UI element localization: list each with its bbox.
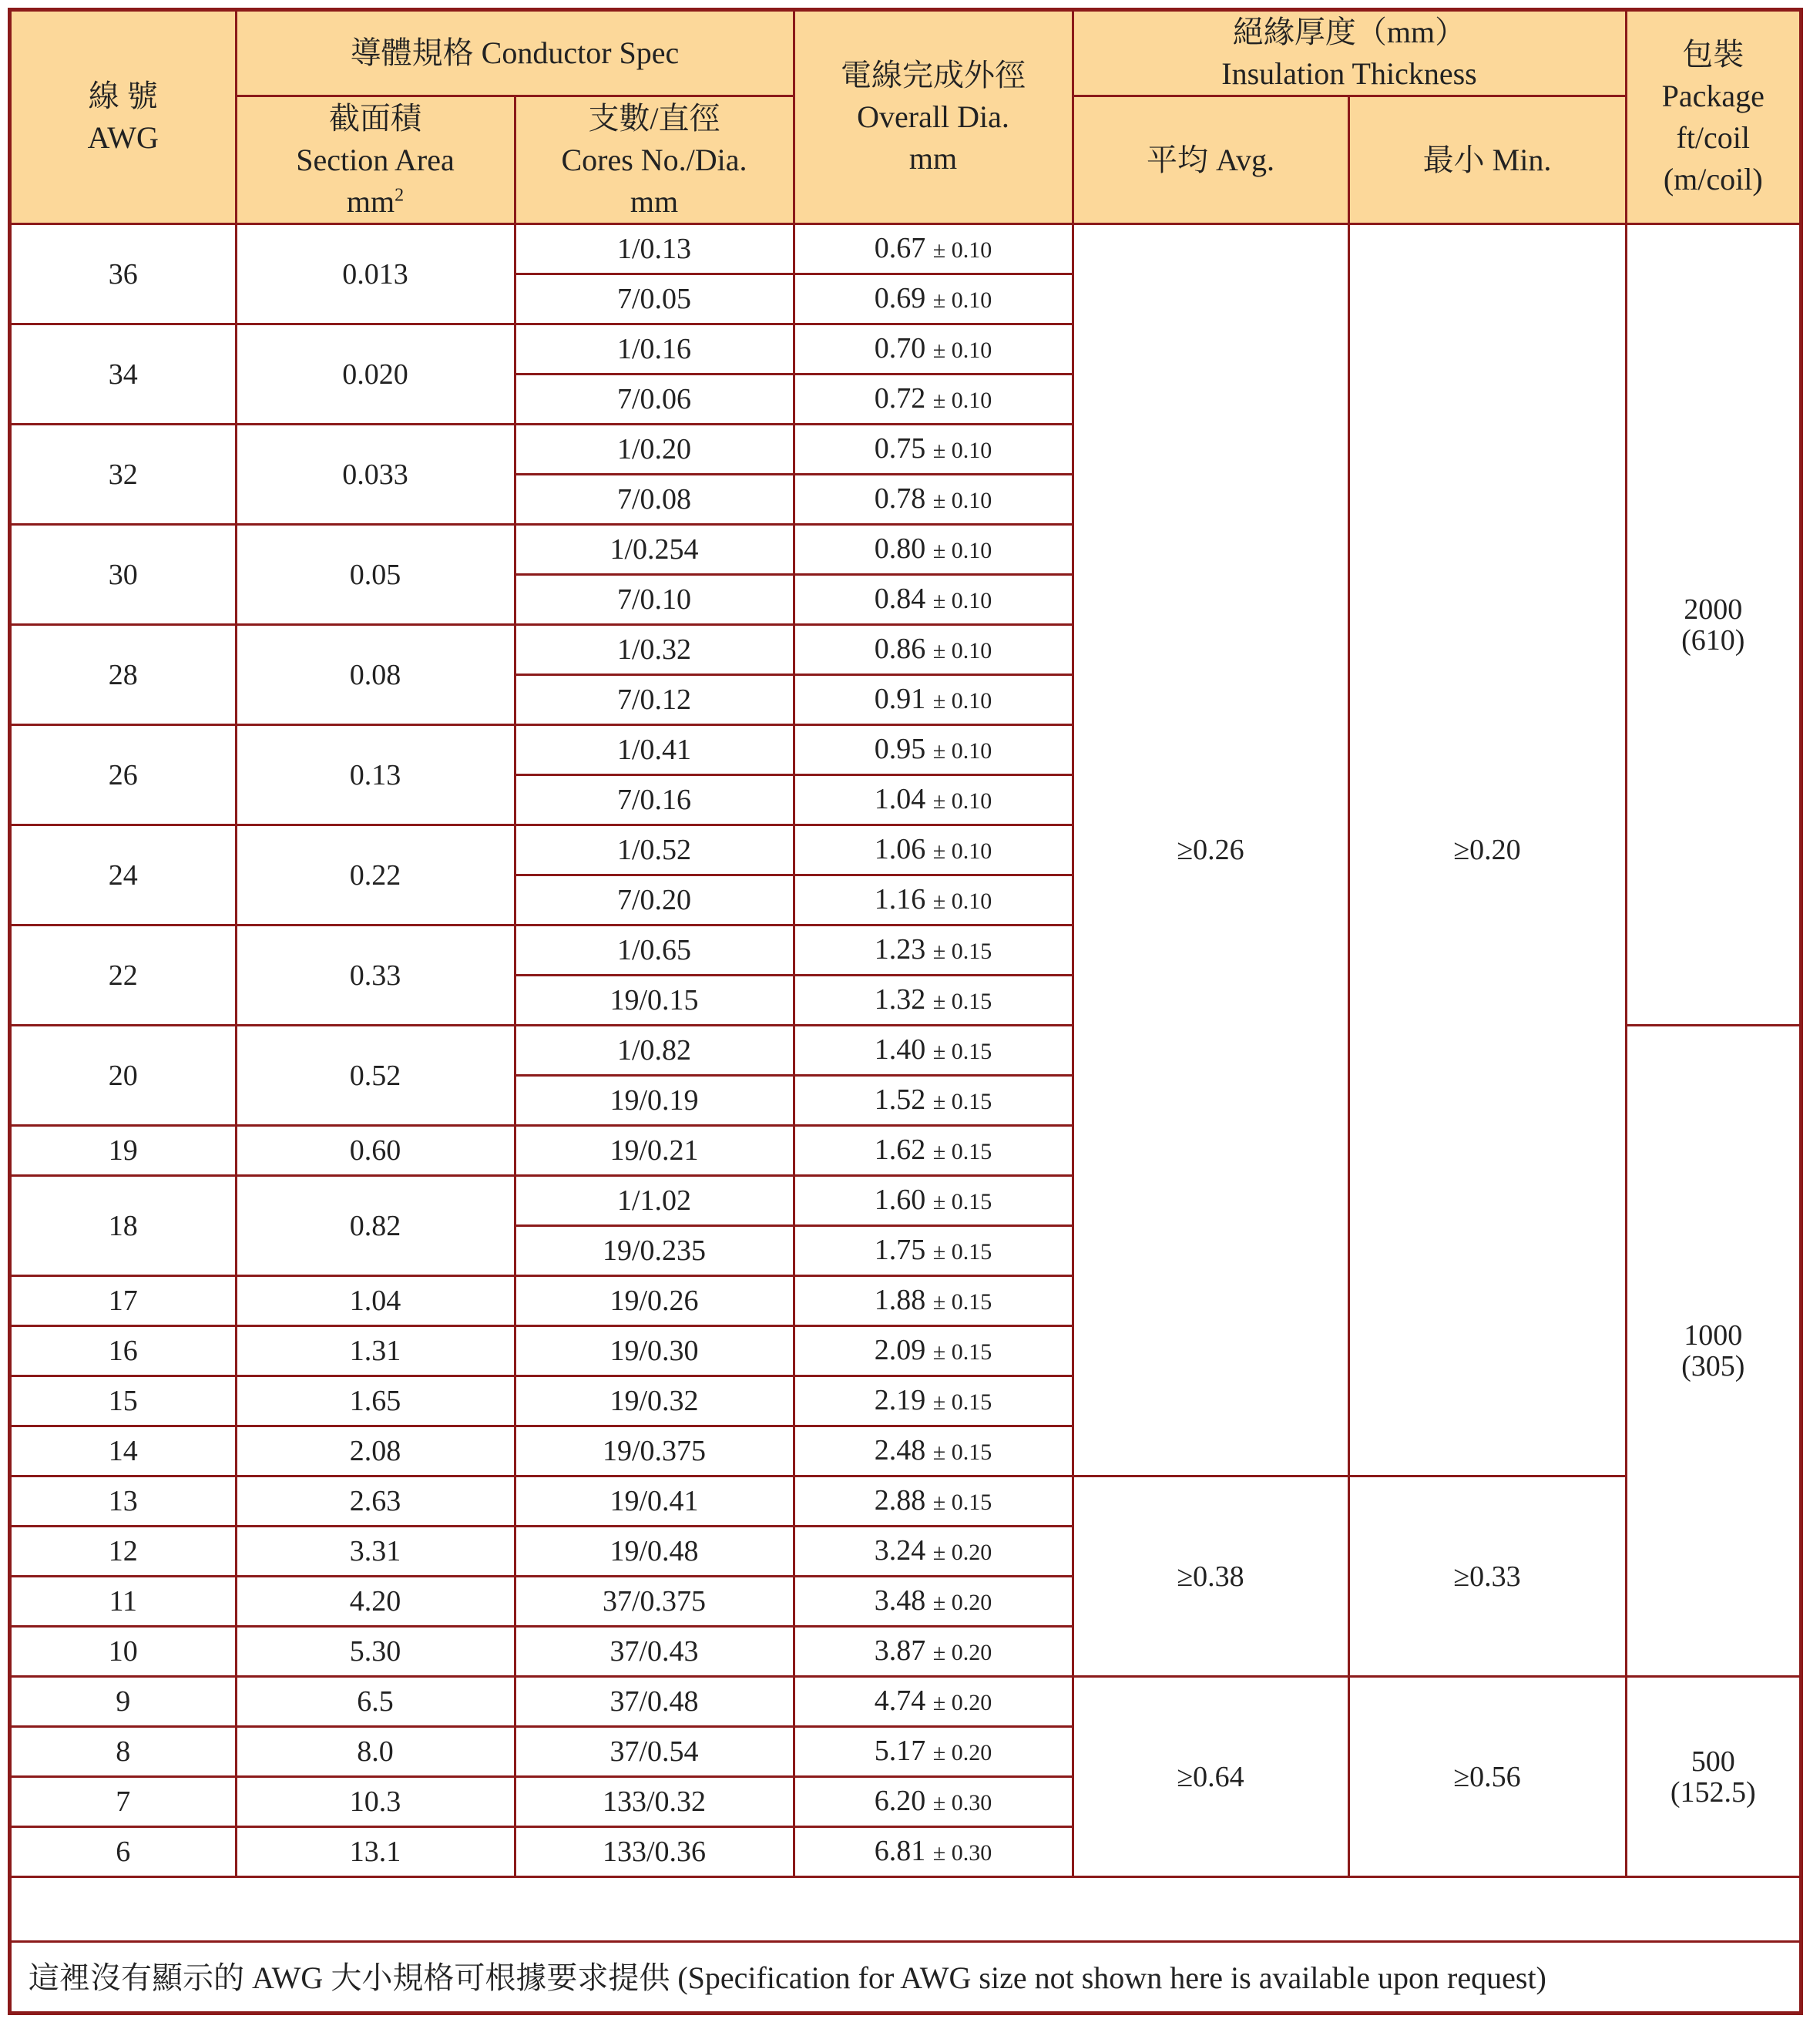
overall-dia-tolerance: ± 0.10 — [932, 387, 992, 413]
overall-dia-cell — [794, 1326, 1073, 1376]
cores-cell: 19/0.48 — [515, 1527, 794, 1577]
overall-dia-tolerance: ± 0.15 — [932, 1288, 992, 1315]
overall-dia-value: 1.16 — [874, 882, 926, 915]
wire-spec-table — [12, 12, 1799, 1878]
overall-dia-cell — [794, 1627, 1073, 1677]
spec-table-frame — [8, 8, 1803, 2015]
overall-dia-value: 1.06 — [874, 832, 926, 865]
awg-cell: 22 — [12, 925, 236, 1026]
insulation-avg-cell: ≥0.38 — [1073, 1476, 1348, 1677]
awg-cell: 36 — [12, 224, 236, 324]
overall-dia-tolerance: ± 0.15 — [932, 1389, 992, 1415]
footnote: 這裡沒有顯示的 AWG 大小規格可根據要求提供 (Specification for AWG size not shown here is available upon request) — [12, 1940, 1799, 2011]
cores-cell: 19/0.15 — [515, 976, 794, 1026]
overall-dia-tolerance: ± 0.10 — [932, 437, 992, 463]
overall-dia-cell — [794, 976, 1073, 1026]
awg-cell: 19 — [12, 1126, 236, 1176]
overall-dia-cell — [794, 1677, 1073, 1727]
overall-dia-value: 1.62 — [874, 1133, 926, 1166]
overall-dia-value: 0.78 — [874, 482, 926, 515]
cores-zh: 支數/直徑 — [588, 100, 720, 136]
overall-dia-cell — [794, 1276, 1073, 1326]
cores-cell: 1/0.82 — [515, 1026, 794, 1076]
overall-dia-tolerance: ± 0.10 — [932, 287, 992, 313]
overall-dia-cell — [794, 274, 1073, 324]
overall-dia-value: 2.19 — [874, 1383, 926, 1416]
overall-dia-value: 0.70 — [874, 331, 926, 364]
overall-dia-value: 1.40 — [874, 1033, 926, 1066]
section-area-cell: 0.82 — [236, 1176, 515, 1276]
cores-cell: 37/0.43 — [515, 1627, 794, 1677]
section-area-cell: 2.63 — [236, 1476, 515, 1527]
overall-dia-value: 3.24 — [874, 1534, 926, 1567]
section-area-cell: 2.08 — [236, 1426, 515, 1476]
cores-cell: 19/0.21 — [515, 1126, 794, 1176]
avg-label: 平均 Avg. — [1147, 142, 1274, 177]
overall-dia-tolerance: ± 0.15 — [932, 1238, 992, 1265]
cores-cell: 37/0.375 — [515, 1577, 794, 1627]
overall-dia-tolerance: ± 0.15 — [932, 1188, 992, 1214]
overall-dia-value: 3.48 — [874, 1584, 926, 1617]
awg-cell: 15 — [12, 1376, 236, 1426]
overall-dia-tolerance: ± 0.10 — [932, 637, 992, 663]
overall-dia-value: 0.91 — [874, 682, 926, 715]
awg-cell: 34 — [12, 324, 236, 425]
section-area-cell: 1.04 — [236, 1276, 515, 1326]
cores-cell: 1/0.41 — [515, 725, 794, 775]
overall-dia-tolerance: ± 0.10 — [932, 537, 992, 563]
package-zh: 包裝 — [1682, 37, 1744, 72]
overall-dia-cell — [794, 1727, 1073, 1777]
overall-dia-cell — [794, 1827, 1073, 1877]
section-area-cell: 0.13 — [236, 725, 515, 825]
package-header — [1626, 12, 1799, 224]
cores-cell: 1/0.52 — [515, 825, 794, 875]
section-area-cell: 8.0 — [236, 1727, 515, 1777]
overall-dia-tolerance: ± 0.20 — [932, 1539, 992, 1565]
package-cell — [1626, 1677, 1799, 1877]
cores-en: Cores No./Dia. — [561, 142, 747, 177]
package-ft-value: 500 — [1691, 1745, 1735, 1778]
table-row — [12, 1476, 1799, 1527]
overall-dia-tolerance: ± 0.20 — [932, 1689, 992, 1715]
min-header — [1348, 96, 1626, 224]
insulation-min-cell: ≥0.56 — [1348, 1677, 1626, 1877]
overall-dia-cell — [794, 1577, 1073, 1627]
overall-dia-cell — [794, 1176, 1073, 1226]
section-area-unit-base: mm — [346, 183, 395, 219]
overall-dia-value: 1.60 — [874, 1183, 926, 1216]
overall-dia-value: 4.74 — [874, 1684, 926, 1717]
section-area-header — [236, 96, 515, 224]
section-area-cell: 0.020 — [236, 324, 515, 425]
overall-dia-value: 1.88 — [874, 1283, 926, 1316]
overall-dia-value: 0.72 — [874, 381, 926, 415]
overall-dia-cell — [794, 775, 1073, 825]
section-area-cell: 0.05 — [236, 525, 515, 625]
overall-dia-value: 0.69 — [874, 281, 926, 314]
section-area-cell: 1.65 — [236, 1376, 515, 1426]
overall-dia-cell — [794, 575, 1073, 625]
overall-dia-cell — [794, 1226, 1073, 1276]
section-area-cell: 0.033 — [236, 425, 515, 525]
awg-header-en: AWG — [87, 120, 159, 155]
awg-cell: 8 — [12, 1727, 236, 1777]
overall-dia-value: 0.80 — [874, 532, 926, 565]
awg-cell: 11 — [12, 1577, 236, 1627]
package-m-value: (610) — [1681, 623, 1745, 657]
overall-dia-value: 1.75 — [874, 1233, 926, 1266]
overall-dia-tolerance: ± 0.15 — [932, 1138, 992, 1164]
overall-dia-cell — [794, 1026, 1073, 1076]
conductor-spec-header — [236, 12, 794, 96]
overall-dia-tolerance: ± 0.10 — [932, 237, 992, 263]
insulation-zh: 絕緣厚度（mm） — [1232, 15, 1466, 49]
section-area-cell: 4.20 — [236, 1577, 515, 1627]
cores-cell: 133/0.36 — [515, 1827, 794, 1877]
overall-dia-cell — [794, 625, 1073, 675]
cores-cell: 1/0.16 — [515, 324, 794, 375]
section-area-unit — [237, 181, 514, 223]
awg-header — [12, 12, 236, 224]
package-m-value: (152.5) — [1670, 1775, 1756, 1809]
overall-dia-cell — [794, 375, 1073, 425]
section-area-en: Section Area — [296, 142, 455, 177]
overall-dia-value: 2.88 — [874, 1483, 926, 1517]
cores-cell: 7/0.12 — [515, 675, 794, 725]
cores-cell: 19/0.32 — [515, 1376, 794, 1426]
overall-dia-tolerance: ± 0.10 — [932, 337, 992, 363]
cores-cell: 7/0.10 — [515, 575, 794, 625]
overall-dia-value: 1.52 — [874, 1083, 926, 1116]
package-cell — [1626, 1026, 1799, 1677]
overall-dia-cell — [794, 475, 1073, 525]
overall-dia-value: 2.48 — [874, 1433, 926, 1466]
overall-dia-value: 2.09 — [874, 1333, 926, 1366]
package-unit-m: (m/coil) — [1663, 162, 1763, 197]
awg-cell: 24 — [12, 825, 236, 925]
cores-cell: 7/0.20 — [515, 875, 794, 925]
overall-dia-tolerance: ± 0.15 — [932, 1439, 992, 1465]
cores-cell: 1/0.20 — [515, 425, 794, 475]
overall-dia-tolerance: ± 0.30 — [932, 1789, 992, 1816]
overall-dia-value: 1.23 — [874, 932, 926, 966]
overall-dia-tolerance: ± 0.20 — [932, 1739, 992, 1765]
overall-dia-tolerance: ± 0.10 — [932, 687, 992, 714]
overall-dia-zh: 電線完成外徑 — [841, 58, 1026, 92]
awg-cell: 17 — [12, 1276, 236, 1326]
awg-cell: 20 — [12, 1026, 236, 1126]
cores-cell: 19/0.375 — [515, 1426, 794, 1476]
cores-cell: 7/0.06 — [515, 375, 794, 425]
overall-dia-value: 3.87 — [874, 1634, 926, 1667]
overall-dia-tolerance: ± 0.10 — [932, 587, 992, 613]
cores-cell: 1/0.65 — [515, 925, 794, 976]
awg-cell: 12 — [12, 1527, 236, 1577]
overall-dia-cell — [794, 224, 1073, 274]
section-area-cell: 5.30 — [236, 1627, 515, 1677]
cores-cell: 37/0.48 — [515, 1677, 794, 1727]
package-ft-value: 2000 — [1684, 593, 1743, 626]
overall-dia-value: 1.04 — [874, 782, 926, 815]
awg-header-zh: 線 號 — [88, 79, 158, 113]
overall-dia-cell — [794, 675, 1073, 725]
overall-dia-tolerance: ± 0.15 — [932, 1038, 992, 1064]
table-row — [12, 224, 1799, 274]
section-area-cell: 0.33 — [236, 925, 515, 1026]
cores-cell: 133/0.32 — [515, 1777, 794, 1827]
awg-cell: 26 — [12, 725, 236, 825]
overall-dia-tolerance: ± 0.10 — [932, 838, 992, 864]
overall-dia-cell — [794, 1076, 1073, 1126]
conductor-spec-label: 導體規格 Conductor Spec — [350, 35, 680, 70]
insulation-avg-cell: ≥0.64 — [1073, 1677, 1348, 1877]
section-area-cell: 6.5 — [236, 1677, 515, 1727]
cores-cell: 1/0.13 — [515, 224, 794, 274]
insulation-en: Insulation Thickness — [1221, 56, 1477, 91]
section-area-cell: 0.22 — [236, 825, 515, 925]
insulation-min-cell: ≥0.33 — [1348, 1476, 1626, 1677]
overall-dia-value: 1.32 — [874, 983, 926, 1016]
min-label: 最小 Min. — [1422, 142, 1552, 177]
insulation-avg-cell: ≥0.26 — [1073, 224, 1348, 1476]
cores-cell: 19/0.26 — [515, 1276, 794, 1326]
overall-dia-tolerance: ± 0.15 — [932, 938, 992, 964]
awg-cell: 9 — [12, 1677, 236, 1727]
overall-dia-cell — [794, 1777, 1073, 1827]
overall-dia-unit: mm — [908, 141, 958, 176]
awg-cell: 13 — [12, 1476, 236, 1527]
section-area-cell: 0.013 — [236, 224, 515, 324]
overall-dia-cell — [794, 825, 1073, 875]
overall-dia-cell — [794, 875, 1073, 925]
overall-dia-tolerance: ± 0.10 — [932, 737, 992, 764]
overall-dia-tolerance: ± 0.15 — [932, 1339, 992, 1365]
section-area-cell: 0.52 — [236, 1026, 515, 1126]
overall-dia-cell — [794, 525, 1073, 575]
package-ft-value: 1000 — [1684, 1319, 1743, 1352]
cores-cell: 1/0.32 — [515, 625, 794, 675]
cores-cell: 7/0.05 — [515, 274, 794, 324]
cores-cell: 1/0.254 — [515, 525, 794, 575]
cores-unit: mm — [630, 183, 679, 219]
overall-dia-en: Overall Dia. — [857, 99, 1009, 134]
overall-dia-tolerance: ± 0.20 — [932, 1589, 992, 1615]
overall-dia-cell — [794, 925, 1073, 976]
overall-dia-tolerance: ± 0.15 — [932, 988, 992, 1014]
awg-cell: 16 — [12, 1326, 236, 1376]
cores-cell: 19/0.41 — [515, 1476, 794, 1527]
awg-cell: 6 — [12, 1827, 236, 1877]
section-area-cell: 1.31 — [236, 1326, 515, 1376]
insulation-header — [1073, 12, 1626, 96]
cores-cell: 19/0.19 — [515, 1076, 794, 1126]
awg-cell: 10 — [12, 1627, 236, 1677]
awg-cell: 32 — [12, 425, 236, 525]
overall-dia-tolerance: ± 0.15 — [932, 1489, 992, 1515]
overall-dia-cell — [794, 425, 1073, 475]
overall-dia-value: 0.86 — [874, 632, 926, 665]
awg-cell: 14 — [12, 1426, 236, 1476]
awg-cell: 30 — [12, 525, 236, 625]
overall-dia-value: 6.81 — [874, 1834, 926, 1867]
overall-dia-cell — [794, 1476, 1073, 1527]
package-m-value: (305) — [1681, 1350, 1745, 1382]
cores-cell: 7/0.08 — [515, 475, 794, 525]
section-area-cell: 13.1 — [236, 1827, 515, 1877]
cores-header — [515, 96, 794, 224]
awg-cell: 7 — [12, 1777, 236, 1827]
overall-dia-tolerance: ± 0.15 — [932, 1088, 992, 1114]
section-area-cell: 10.3 — [236, 1777, 515, 1827]
overall-dia-cell — [794, 1426, 1073, 1476]
avg-header — [1073, 96, 1348, 224]
overall-dia-value: 6.20 — [874, 1784, 926, 1817]
cores-cell: 19/0.30 — [515, 1326, 794, 1376]
overall-dia-cell — [794, 1527, 1073, 1577]
overall-dia-tolerance: ± 0.20 — [932, 1639, 992, 1665]
cores-cell: 1/1.02 — [515, 1176, 794, 1226]
awg-cell: 18 — [12, 1176, 236, 1276]
section-area-unit-sup: 2 — [395, 185, 405, 206]
package-cell — [1626, 224, 1799, 1026]
cores-cell: 7/0.16 — [515, 775, 794, 825]
table-row — [12, 1677, 1799, 1727]
insulation-min-cell: ≥0.20 — [1348, 224, 1626, 1476]
overall-dia-cell — [794, 324, 1073, 375]
overall-dia-value: 0.67 — [874, 231, 926, 264]
overall-dia-value: 0.95 — [874, 732, 926, 765]
overall-dia-tolerance: ± 0.10 — [932, 888, 992, 914]
overall-dia-value: 0.84 — [874, 582, 926, 615]
section-area-zh: 截面積 — [329, 100, 421, 136]
package-unit-ft: ft/coil — [1676, 120, 1751, 155]
table-header — [12, 12, 1799, 224]
awg-cell: 28 — [12, 625, 236, 725]
overall-dia-cell — [794, 1126, 1073, 1176]
overall-dia-tolerance: ± 0.10 — [932, 487, 992, 513]
cores-cell: 37/0.54 — [515, 1727, 794, 1777]
section-area-cell: 0.60 — [236, 1126, 515, 1176]
overall-dia-tolerance: ± 0.30 — [932, 1839, 992, 1866]
section-area-cell: 3.31 — [236, 1527, 515, 1577]
cores-cell: 19/0.235 — [515, 1226, 794, 1276]
overall-dia-header — [794, 12, 1073, 224]
overall-dia-cell — [794, 1376, 1073, 1426]
overall-dia-tolerance: ± 0.10 — [932, 788, 992, 814]
overall-dia-value: 0.75 — [874, 432, 926, 465]
section-area-cell: 0.08 — [236, 625, 515, 725]
package-en: Package — [1661, 79, 1765, 113]
table-body — [12, 224, 1799, 1877]
overall-dia-value: 5.17 — [874, 1734, 926, 1767]
overall-dia-cell — [794, 725, 1073, 775]
